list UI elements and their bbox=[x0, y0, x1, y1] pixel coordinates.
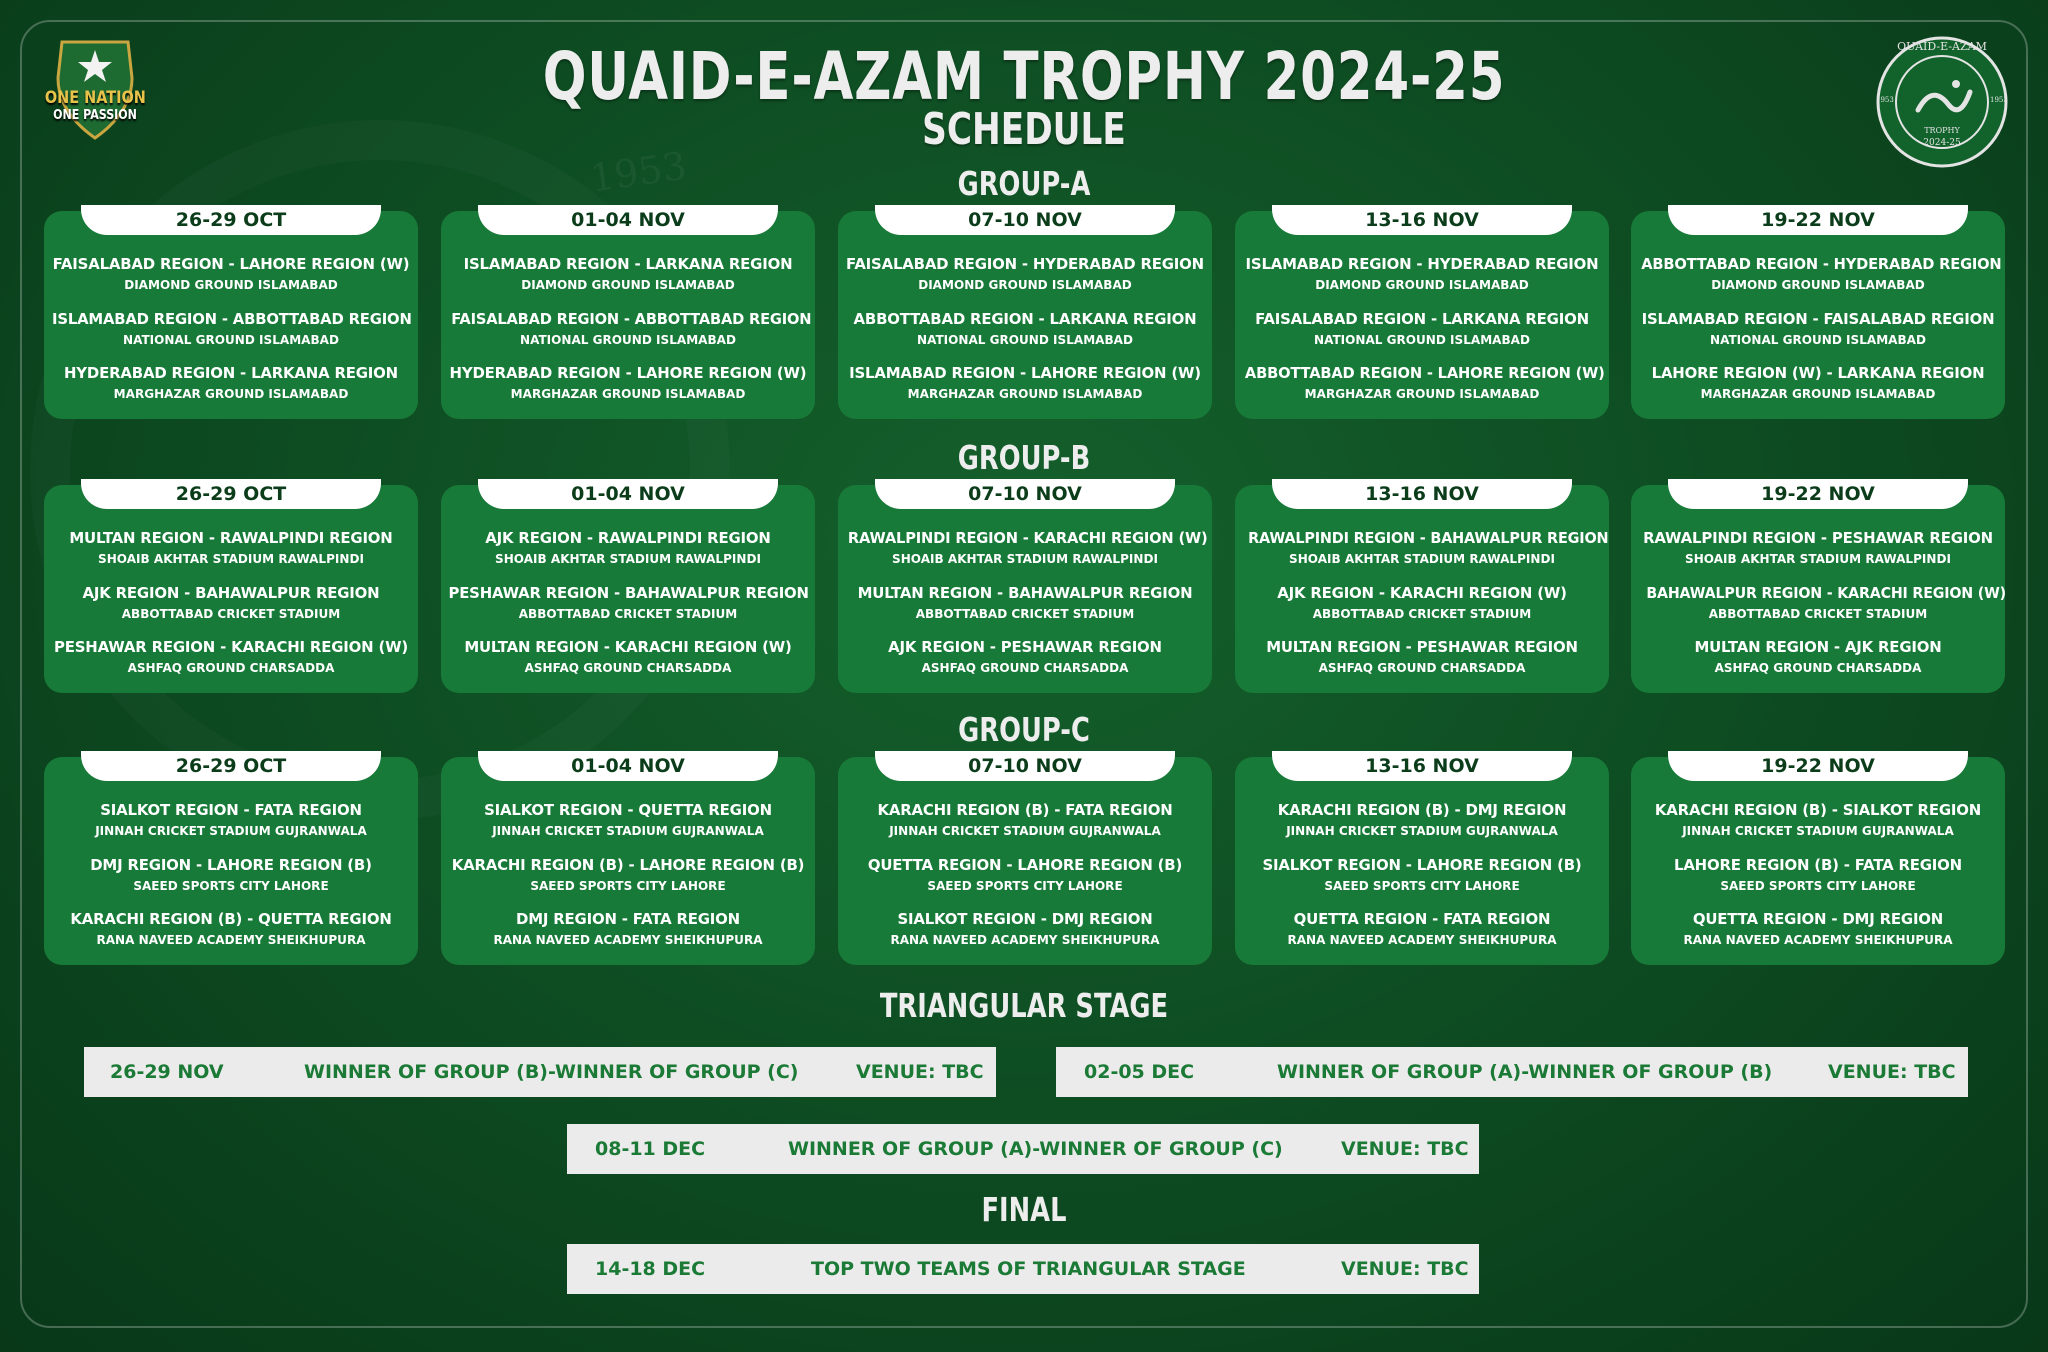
round-date-tab: 19-22 NOV bbox=[1668, 479, 1968, 509]
match-teams: LAHORE REGION (W) - LARKANA REGION bbox=[1651, 364, 1985, 382]
match-teams: ABBOTTABAD REGION - LAHORE REGION (W) bbox=[1244, 364, 1605, 382]
round-date-tab: 26-29 OCT bbox=[81, 479, 381, 509]
round-card bbox=[838, 211, 1212, 419]
round-date-tab: 13-16 NOV bbox=[1272, 479, 1572, 509]
match-teams: KARACHI REGION (B) - QUETTA REGION bbox=[70, 910, 392, 928]
match-item bbox=[1235, 801, 1609, 838]
match-item bbox=[441, 801, 815, 838]
match-venue: JINNAH CRICKET STADIUM GUJRANWALA bbox=[1286, 823, 1558, 838]
match-teams: ISLAMABAD REGION - LAHORE REGION (W) bbox=[849, 364, 1201, 382]
match-teams: FAISALABAD REGION - LAHORE REGION (W) bbox=[52, 255, 410, 273]
match-teams: ISLAMABAD REGION - HYDERABAD REGION bbox=[1245, 255, 1599, 273]
match-teams: HYDERABAD REGION - LARKANA REGION bbox=[64, 364, 398, 382]
final-match-venue: VENUE: TBC bbox=[1341, 1258, 1469, 1280]
match-teams: MULTAN REGION - BAHAWALPUR REGION bbox=[857, 584, 1193, 602]
triangular-match-venue: VENUE: TBC bbox=[1828, 1061, 1956, 1083]
match-item bbox=[838, 910, 1212, 947]
match-venue: DIAMOND GROUND ISLAMABAD bbox=[1315, 277, 1529, 292]
match-venue: SAEED SPORTS CITY LAHORE bbox=[133, 878, 329, 893]
match-item bbox=[1631, 856, 2005, 893]
logo-line-2: ONE PASSION bbox=[53, 108, 137, 123]
match-item bbox=[44, 856, 418, 893]
triangular-match-date: 26-29 NOV bbox=[110, 1061, 224, 1083]
match-item bbox=[1631, 801, 2005, 838]
group-title: GROUP-B bbox=[957, 438, 1091, 477]
match-item bbox=[1631, 529, 2005, 566]
logo-line-1: ONE NATION bbox=[44, 88, 146, 108]
match-venue: ASHFAQ GROUND CHARSADDA bbox=[127, 660, 335, 675]
match-teams: RAWALPINDI REGION - BAHAWALPUR REGION bbox=[1248, 529, 1609, 547]
round-card bbox=[441, 485, 815, 693]
match-teams: PESHAWAR REGION - KARACHI REGION (W) bbox=[54, 638, 408, 656]
round-date-tab: 01-04 NOV bbox=[478, 205, 778, 235]
match-item bbox=[838, 584, 1212, 621]
match-venue: ASHFAQ GROUND CHARSADDA bbox=[921, 660, 1129, 675]
match-venue: JINNAH CRICKET STADIUM GUJRANWALA bbox=[95, 823, 367, 838]
match-teams: KARACHI REGION (B) - DMJ REGION bbox=[1277, 801, 1567, 819]
match-item bbox=[44, 638, 418, 675]
trophy-seal-logo bbox=[1874, 34, 2010, 170]
match-venue: MARGHAZAR GROUND ISLAMABAD bbox=[907, 386, 1143, 401]
round-date-tab: 26-29 OCT bbox=[81, 205, 381, 235]
match-item bbox=[441, 529, 815, 566]
seal-bottom-text: TROPHY bbox=[1924, 126, 1960, 135]
match-venue: RANA NAVEED ACADEMY SHEIKHUPURA bbox=[493, 932, 763, 947]
match-item bbox=[1631, 638, 2005, 675]
match-venue: DIAMOND GROUND ISLAMABAD bbox=[1711, 277, 1925, 292]
match-teams: ISLAMABAD REGION - ABBOTTABAD REGION bbox=[52, 310, 412, 328]
triangular-stage-title: TRIANGULAR STAGE bbox=[879, 986, 1169, 1025]
match-venue: DIAMOND GROUND ISLAMABAD bbox=[918, 277, 1132, 292]
match-venue: ASHFAQ GROUND CHARSADDA bbox=[524, 660, 732, 675]
match-item bbox=[441, 638, 815, 675]
page-subtitle: SCHEDULE bbox=[922, 104, 1126, 155]
match-item bbox=[1235, 310, 1609, 347]
match-teams: QUETTA REGION - LAHORE REGION (B) bbox=[867, 856, 1183, 874]
match-teams: SIALKOT REGION - FATA REGION bbox=[100, 801, 362, 819]
match-item bbox=[1631, 364, 2005, 401]
round-date-tab: 19-22 NOV bbox=[1668, 751, 1968, 781]
round-card bbox=[1631, 211, 2005, 419]
match-item bbox=[44, 529, 418, 566]
final-match-date: 14-18 DEC bbox=[595, 1258, 706, 1280]
round-card bbox=[1631, 757, 2005, 965]
match-venue: ABBOTTABAD CRICKET STADIUM bbox=[1312, 606, 1532, 621]
match-venue: SAEED SPORTS CITY LAHORE bbox=[1324, 878, 1520, 893]
match-venue: SHOAIB AKHTAR STADIUM RAWALPINDI bbox=[1685, 551, 1951, 566]
match-item bbox=[1631, 310, 2005, 347]
match-item bbox=[838, 529, 1212, 566]
match-venue: JINNAH CRICKET STADIUM GUJRANWALA bbox=[889, 823, 1161, 838]
seal-top-text: QUAID-E-AZAM bbox=[1897, 40, 1987, 53]
round-card bbox=[1235, 211, 1609, 419]
match-venue: MARGHAZAR GROUND ISLAMABAD bbox=[1304, 386, 1540, 401]
match-item bbox=[44, 584, 418, 621]
match-teams: SIALKOT REGION - QUETTA REGION bbox=[484, 801, 772, 819]
match-venue: ASHFAQ GROUND CHARSADDA bbox=[1714, 660, 1922, 675]
match-item bbox=[441, 255, 815, 292]
one-nation-logo bbox=[36, 38, 154, 144]
match-item bbox=[44, 801, 418, 838]
match-teams: ABBOTTABAD REGION - HYDERABAD REGION bbox=[1641, 255, 2002, 273]
match-item bbox=[1631, 910, 2005, 947]
match-venue: JINNAH CRICKET STADIUM GUJRANWALA bbox=[1682, 823, 1954, 838]
match-teams: ISLAMABAD REGION - FAISALABAD REGION bbox=[1641, 310, 1995, 328]
round-card bbox=[441, 757, 815, 965]
round-date-tab: 13-16 NOV bbox=[1272, 205, 1572, 235]
match-venue: ABBOTTABAD CRICKET STADIUM bbox=[518, 606, 738, 621]
match-teams: ABBOTTABAD REGION - LARKANA REGION bbox=[853, 310, 1197, 328]
match-teams: FAISALABAD REGION - ABBOTTABAD REGION bbox=[451, 310, 812, 328]
match-item bbox=[1235, 910, 1609, 947]
match-teams: RAWALPINDI REGION - PESHAWAR REGION bbox=[1643, 529, 1993, 547]
match-teams: FAISALABAD REGION - LARKANA REGION bbox=[1255, 310, 1589, 328]
triangular-match-bar bbox=[567, 1124, 1479, 1174]
round-card bbox=[1631, 485, 2005, 693]
match-item bbox=[1235, 529, 1609, 566]
final-match-bar bbox=[567, 1244, 1479, 1294]
round-date-tab: 07-10 NOV bbox=[875, 751, 1175, 781]
match-venue: ABBOTTABAD CRICKET STADIUM bbox=[915, 606, 1135, 621]
round-card bbox=[838, 485, 1212, 693]
match-venue: NATIONAL GROUND ISLAMABAD bbox=[520, 332, 736, 347]
round-date-tab: 07-10 NOV bbox=[875, 205, 1175, 235]
match-item bbox=[1235, 364, 1609, 401]
round-card bbox=[838, 757, 1212, 965]
match-teams: ISLAMABAD REGION - LARKANA REGION bbox=[463, 255, 793, 273]
match-teams: MULTAN REGION - AJK REGION bbox=[1694, 638, 1942, 656]
match-venue: ASHFAQ GROUND CHARSADDA bbox=[1318, 660, 1526, 675]
match-venue: SHOAIB AKHTAR STADIUM RAWALPINDI bbox=[98, 551, 364, 566]
match-teams: BAHAWALPUR REGION - KARACHI REGION (W) bbox=[1646, 584, 2006, 602]
match-item bbox=[441, 910, 815, 947]
seal-right-year: 1953 bbox=[1990, 96, 2008, 104]
triangular-match-date: 08-11 DEC bbox=[595, 1138, 706, 1160]
match-venue: ABBOTTABAD CRICKET STADIUM bbox=[121, 606, 341, 621]
triangular-match-teams: WINNER OF GROUP (B)-WINNER OF GROUP (C) bbox=[304, 1061, 799, 1083]
match-venue: NATIONAL GROUND ISLAMABAD bbox=[1710, 332, 1926, 347]
match-teams: RAWALPINDI REGION - KARACHI REGION (W) bbox=[847, 529, 1208, 547]
match-item bbox=[44, 364, 418, 401]
match-teams: LAHORE REGION (B) - FATA REGION bbox=[1674, 856, 1962, 874]
match-teams: DMJ REGION - LAHORE REGION (B) bbox=[90, 856, 372, 874]
match-item bbox=[441, 856, 815, 893]
triangular-match-teams: WINNER OF GROUP (A)-WINNER OF GROUP (C) bbox=[788, 1138, 1283, 1160]
match-item bbox=[44, 910, 418, 947]
round-date-tab: 01-04 NOV bbox=[478, 751, 778, 781]
match-venue: RANA NAVEED ACADEMY SHEIKHUPURA bbox=[890, 932, 1160, 947]
match-venue: ABBOTTABAD CRICKET STADIUM bbox=[1708, 606, 1928, 621]
triangular-match-teams: WINNER OF GROUP (A)-WINNER OF GROUP (B) bbox=[1277, 1061, 1773, 1083]
match-teams: SIALKOT REGION - DMJ REGION bbox=[897, 910, 1153, 928]
match-item bbox=[441, 584, 815, 621]
triangular-match-venue: VENUE: TBC bbox=[1341, 1138, 1469, 1160]
match-venue: MARGHAZAR GROUND ISLAMABAD bbox=[510, 386, 746, 401]
seal-left-year: 1953 bbox=[1876, 96, 1894, 104]
match-venue: RANA NAVEED ACADEMY SHEIKHUPURA bbox=[1287, 932, 1557, 947]
match-teams: QUETTA REGION - FATA REGION bbox=[1293, 910, 1551, 928]
match-item bbox=[441, 364, 815, 401]
match-teams: MULTAN REGION - RAWALPINDI REGION bbox=[69, 529, 393, 547]
match-venue: SHOAIB AKHTAR STADIUM RAWALPINDI bbox=[892, 551, 1158, 566]
match-venue: SAEED SPORTS CITY LAHORE bbox=[1720, 878, 1916, 893]
round-card bbox=[441, 211, 815, 419]
triangular-match-venue: VENUE: TBC bbox=[856, 1061, 984, 1083]
match-teams: FAISALABAD REGION - HYDERABAD REGION bbox=[846, 255, 1204, 273]
match-item bbox=[1235, 584, 1609, 621]
match-venue: SAEED SPORTS CITY LAHORE bbox=[927, 878, 1123, 893]
seal-years: 2024-25 bbox=[1923, 138, 1961, 148]
match-item bbox=[44, 255, 418, 292]
match-item bbox=[441, 310, 815, 347]
group-title: GROUP-A bbox=[957, 164, 1091, 203]
match-teams: AJK REGION - BAHAWALPUR REGION bbox=[82, 584, 380, 602]
match-teams: QUETTA REGION - DMJ REGION bbox=[1692, 910, 1944, 928]
group-title: GROUP-C bbox=[958, 710, 1090, 749]
match-venue: SAEED SPORTS CITY LAHORE bbox=[530, 878, 726, 893]
round-date-tab: 19-22 NOV bbox=[1668, 205, 1968, 235]
match-venue: RANA NAVEED ACADEMY SHEIKHUPURA bbox=[1683, 932, 1953, 947]
match-teams: SIALKOT REGION - LAHORE REGION (B) bbox=[1262, 856, 1582, 874]
match-teams: AJK REGION - PESHAWAR REGION bbox=[888, 638, 1162, 656]
match-venue: MARGHAZAR GROUND ISLAMABAD bbox=[113, 386, 349, 401]
triangular-match-date: 02-05 DEC bbox=[1084, 1061, 1195, 1083]
round-date-tab: 26-29 OCT bbox=[81, 751, 381, 781]
match-item bbox=[1631, 584, 2005, 621]
match-item bbox=[838, 364, 1212, 401]
match-item bbox=[838, 801, 1212, 838]
background-year-watermark: 1953 bbox=[587, 143, 690, 201]
round-date-tab: 01-04 NOV bbox=[478, 479, 778, 509]
match-item bbox=[1235, 638, 1609, 675]
match-venue: DIAMOND GROUND ISLAMABAD bbox=[521, 277, 735, 292]
match-venue: SHOAIB AKHTAR STADIUM RAWALPINDI bbox=[495, 551, 761, 566]
match-teams: PESHAWAR REGION - BAHAWALPUR REGION bbox=[448, 584, 809, 602]
match-item bbox=[838, 255, 1212, 292]
match-item bbox=[838, 856, 1212, 893]
match-venue: JINNAH CRICKET STADIUM GUJRANWALA bbox=[492, 823, 764, 838]
round-card bbox=[44, 211, 418, 419]
final-match-teams: TOP TWO TEAMS OF TRIANGULAR STAGE bbox=[811, 1258, 1246, 1280]
match-teams: AJK REGION - KARACHI REGION (W) bbox=[1277, 584, 1567, 602]
round-card bbox=[1235, 485, 1609, 693]
match-teams: MULTAN REGION - KARACHI REGION (W) bbox=[464, 638, 792, 656]
page-title: QUAID-E-AZAM TROPHY 2024-25 bbox=[542, 38, 1506, 115]
match-teams: DMJ REGION - FATA REGION bbox=[516, 910, 740, 928]
round-card bbox=[44, 485, 418, 693]
match-item bbox=[838, 310, 1212, 347]
round-card bbox=[1235, 757, 1609, 965]
match-teams: KARACHI REGION (B) - FATA REGION bbox=[877, 801, 1173, 819]
round-date-tab: 13-16 NOV bbox=[1272, 751, 1572, 781]
match-venue: NATIONAL GROUND ISLAMABAD bbox=[123, 332, 339, 347]
match-venue: NATIONAL GROUND ISLAMABAD bbox=[1314, 332, 1530, 347]
match-item bbox=[1235, 856, 1609, 893]
match-item bbox=[1631, 255, 2005, 292]
match-teams: MULTAN REGION - PESHAWAR REGION bbox=[1266, 638, 1578, 656]
match-venue: RANA NAVEED ACADEMY SHEIKHUPURA bbox=[96, 932, 366, 947]
match-teams: AJK REGION - RAWALPINDI REGION bbox=[485, 529, 771, 547]
match-teams: HYDERABAD REGION - LAHORE REGION (W) bbox=[449, 364, 807, 382]
match-teams: KARACHI REGION (B) - LAHORE REGION (B) bbox=[451, 856, 805, 874]
match-venue: DIAMOND GROUND ISLAMABAD bbox=[124, 277, 338, 292]
match-item bbox=[1235, 255, 1609, 292]
match-item bbox=[838, 638, 1212, 675]
match-venue: SHOAIB AKHTAR STADIUM RAWALPINDI bbox=[1289, 551, 1555, 566]
round-card bbox=[44, 757, 418, 965]
match-item bbox=[44, 310, 418, 347]
match-venue: NATIONAL GROUND ISLAMABAD bbox=[917, 332, 1133, 347]
match-teams: KARACHI REGION (B) - SIALKOT REGION bbox=[1654, 801, 1982, 819]
triangular-match-bar bbox=[1056, 1047, 1968, 1097]
triangular-match-bar bbox=[84, 1047, 996, 1097]
round-date-tab: 07-10 NOV bbox=[875, 479, 1175, 509]
final-title: FINAL bbox=[981, 1190, 1067, 1229]
match-venue: MARGHAZAR GROUND ISLAMABAD bbox=[1700, 386, 1936, 401]
